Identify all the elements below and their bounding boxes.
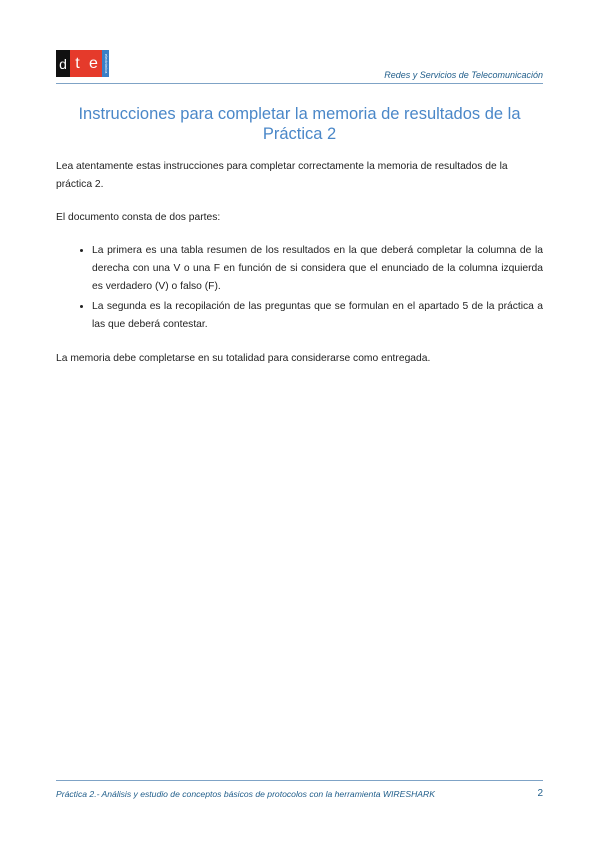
list-item: • La primera es una tabla resumen de los resultados en la que deberá completar la columna de la derecha con una V o una F en función de si considera que el enunciado de la columna izquierda es verdadero (V) o falso (F). [92, 242, 543, 296]
footer-divider [56, 780, 543, 781]
logo-letter-e: e [85, 50, 102, 77]
intro-paragraph: Lea atentamente estas instrucciones para completar correctamente la memoria de resultados de la práctica 2. [56, 161, 508, 190]
header-course-title: Redes y Servicios de Telecomunicación [384, 70, 543, 80]
page-title: Instrucciones para completar la memoria de resultados de la Práctica 2 [78, 105, 521, 143]
logo-letter-d: d [56, 50, 70, 77]
document-body [56, 158, 543, 383]
header-divider [56, 83, 543, 84]
dte-logo [56, 50, 109, 77]
parts-list [56, 242, 543, 334]
closing-paragraph: La memoria debe completarse en su totalidad para considerarse como entregada. [56, 353, 431, 364]
list-item: • La segunda es la recopilación de las preguntas que se formulan en el apartado 5 de la práctica a las que deberá contestar. [92, 298, 543, 334]
logo-letter-t: t [70, 50, 85, 77]
page-number: 2 [537, 788, 543, 799]
footer-practice-title: Práctica 2.- Análisis y estudio de conceptos básicos de protocolos con la herramienta WIRESHARK [56, 789, 435, 799]
logo-strip: electrónica [102, 50, 109, 77]
structure-paragraph: El documento consta de dos partes: [56, 212, 221, 223]
